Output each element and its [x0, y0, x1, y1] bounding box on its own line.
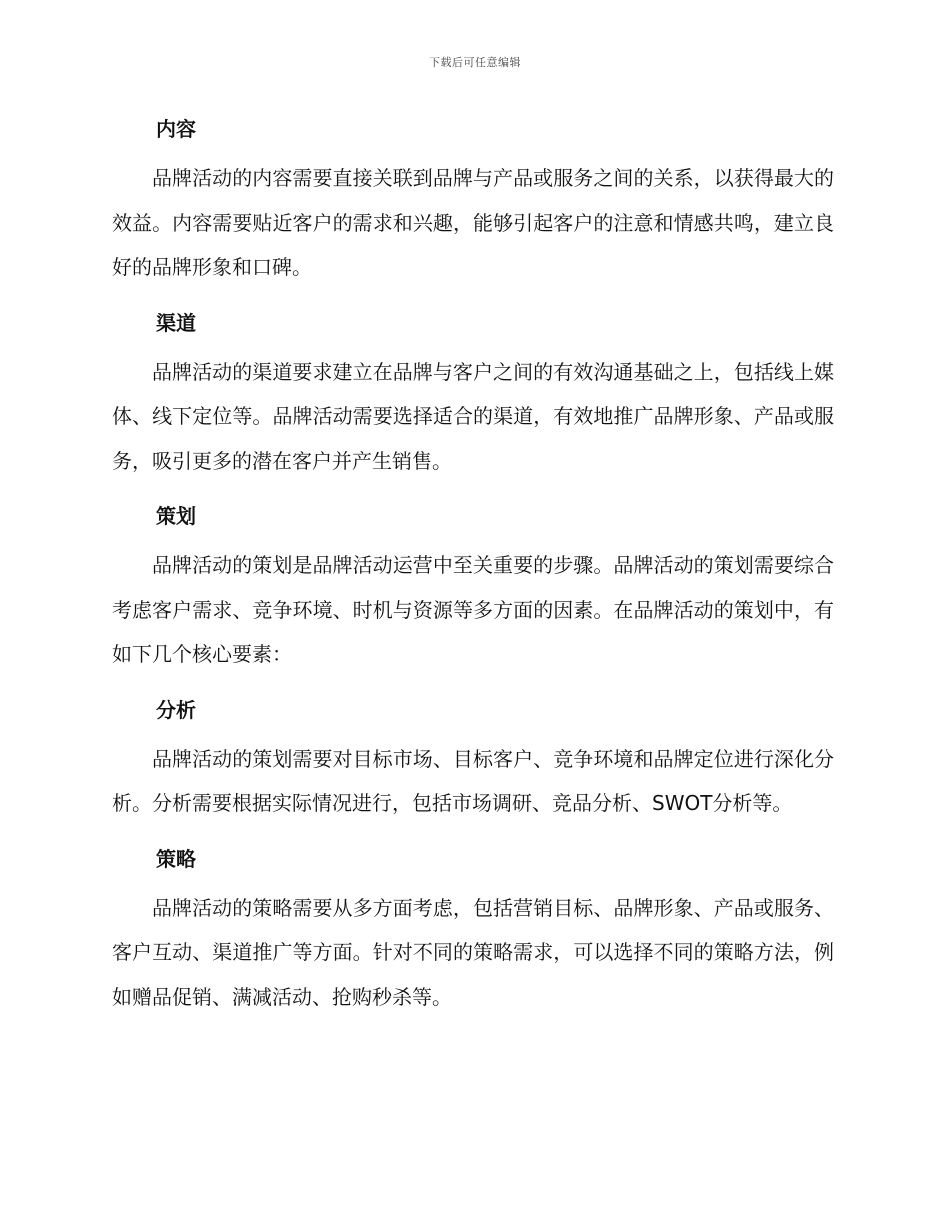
section-paragraph: 品牌活动的策划是品牌活动运营中至关重要的步骤。品牌活动的策划需要综合考虑客户需求、竞争环境、时机与资源等多方面的因素。在品牌活动的策划中，有如下几个核心要素： [112, 553, 834, 666]
section-paragraph: 品牌活动的渠道要求建立在品牌与客户之间的有效沟通基础之上，包括线上媒体、线下定位等。品牌活动需要选择适合的渠道，有效地推广品牌形象、产品或服务，吸引更多的潜在客户并产生销售。 [112, 359, 834, 473]
section-paragraph: 品牌活动的策略需要从多方面考虑，包括营销目标、品牌形象、产品或服务、客户互动、渠道推广等方面。针对不同的策略需求，可以选择不同的策略方法，例如赠品促销、满减活动、抢购秒杀等。 [112, 895, 834, 1009]
section-planning [112, 499, 834, 677]
section-paragraph: 品牌活动的策划需要对目标市场、目标客户、竞争环境和品牌定位进行深化分析。分析需要根据实际情况进行，包括市场调研、竞品分析、SWOT分析等。 [112, 746, 834, 815]
section-heading: 内容 [156, 117, 196, 141]
page-header: 下载后可任意编辑 [429, 56, 521, 69]
section-paragraph: 品牌活动的内容需要直接关联到品牌与产品或服务之间的关系，以获得最大的效益。内容需要贴近客户的需求和兴趣，能够引起客户的注意和情感共鸣，建立良好的品牌形象和口碑。 [112, 166, 834, 279]
section-heading: 渠道 [156, 310, 196, 335]
section-heading: 分析 [156, 697, 196, 722]
section-analysis [112, 693, 834, 826]
section-content [112, 112, 834, 290]
section-strategy [112, 842, 834, 1020]
document-content [112, 112, 834, 1035]
section-heading: 策划 [156, 504, 196, 528]
section-heading: 策略 [156, 846, 196, 871]
section-channel [112, 306, 834, 484]
